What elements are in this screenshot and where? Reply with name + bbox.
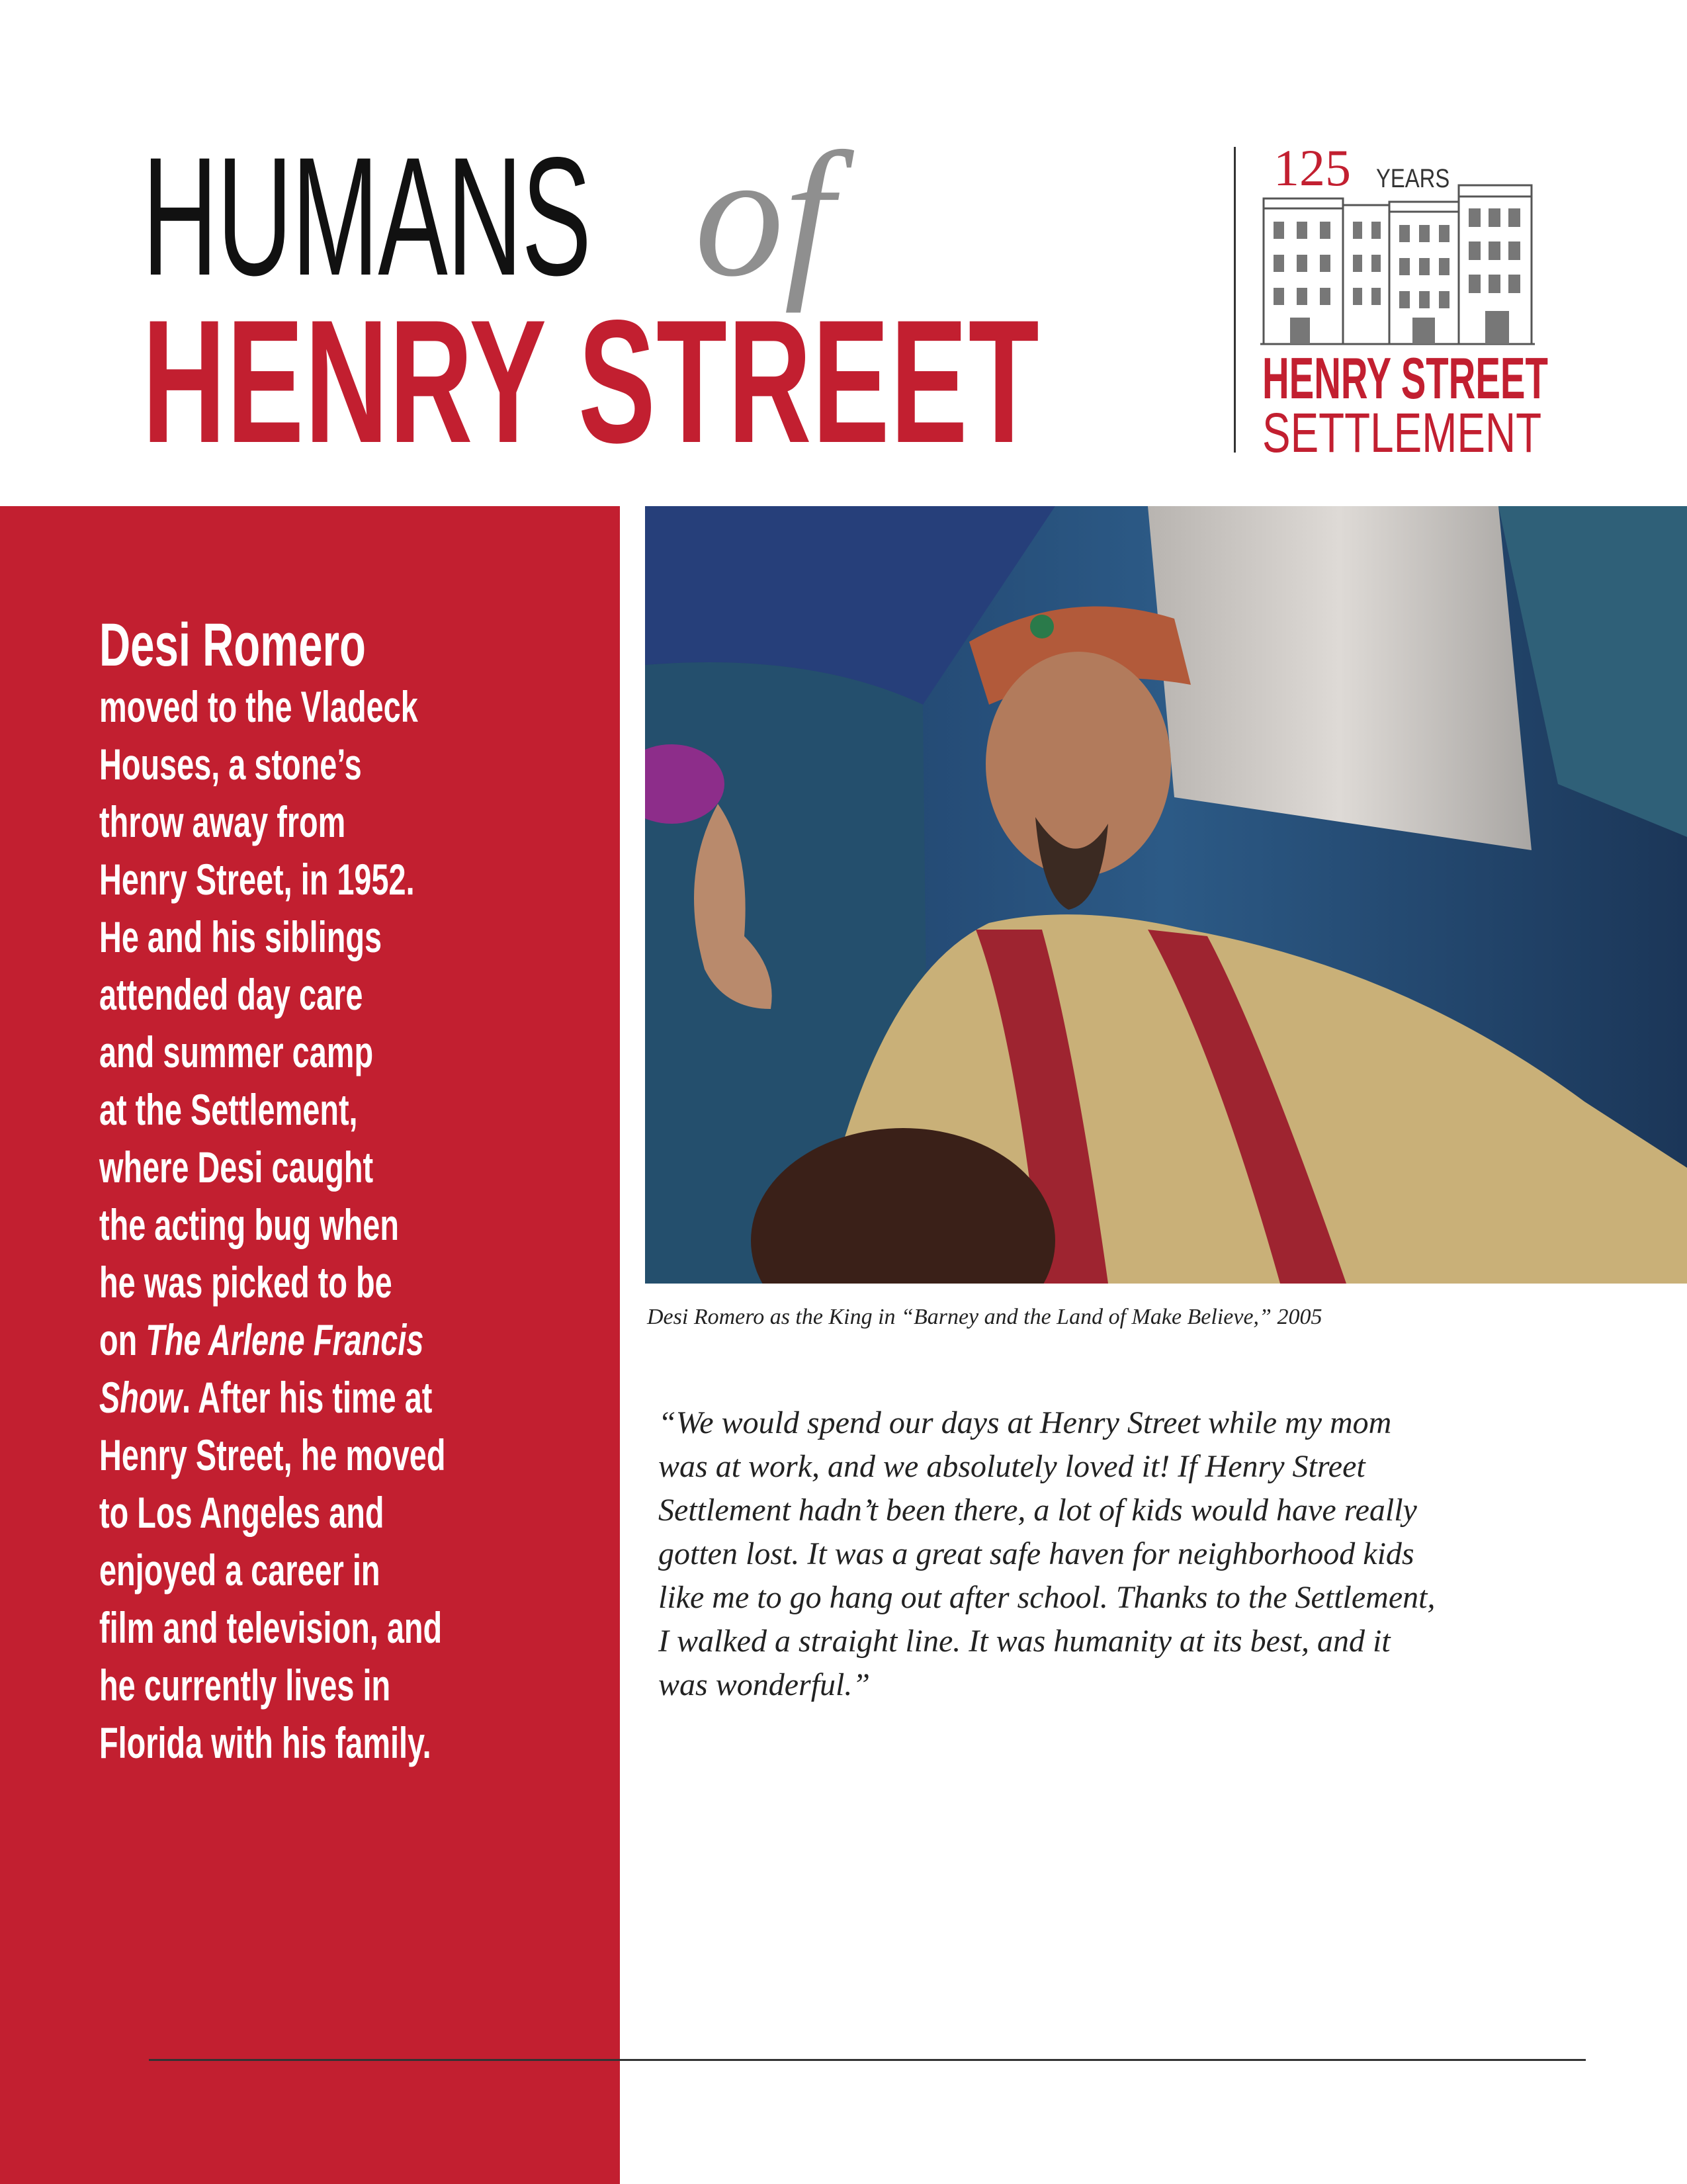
bio-name: Desi Romero — [99, 611, 366, 679]
logo-years: YEARS — [1376, 164, 1450, 193]
bio-after-show: . After his time at — [181, 1373, 433, 1422]
bio-line-show — [99, 1311, 663, 1369]
photo-desi-romero — [645, 506, 1687, 1284]
bio-line: enjoyed a career in — [99, 1546, 380, 1594]
quote-line: I walked a straight line. It was humanity at its best, and it — [658, 1624, 1391, 1659]
bio-text — [99, 612, 663, 1772]
quote-line: was wonderful.” — [658, 1667, 871, 1702]
quote — [658, 1401, 1584, 1707]
title-of: of — [695, 116, 834, 314]
bio-line: Florida with his family. — [99, 1718, 431, 1767]
bio-line: he currently lives in — [99, 1661, 391, 1710]
buildings-illustration-icon — [1260, 169, 1538, 347]
title-humans: HUMANS — [142, 122, 591, 311]
quote-line: “We would spend our days at Henry Street while my mom — [658, 1405, 1392, 1440]
bottom-rule — [149, 2059, 1586, 2061]
bio-line: at the Settlement, — [99, 1085, 358, 1134]
bio-line: Henry Street, in 1952. — [99, 855, 415, 904]
bio-line: where Desi caught — [99, 1143, 374, 1192]
quote-line: like me to go hang out after school. Thanks to the Settlement, — [658, 1580, 1436, 1615]
king-photo-illustration — [645, 506, 1687, 1284]
title-henry-street: HENRY STREET — [142, 284, 1040, 480]
photo-caption: Desi Romero as the King in “Barney and the Land of Make Believe,” 2005 — [647, 1305, 1322, 1329]
bio-line: he was picked to be — [99, 1258, 392, 1307]
bio-line: to Los Angeles and — [99, 1488, 384, 1537]
bio-line-show-end — [99, 1369, 663, 1426]
bio-line: Houses, a stone’s — [99, 740, 362, 789]
logo-125: 125 — [1274, 139, 1351, 197]
quote-line: gotten lost. It was a great safe haven for neighborhood kids — [658, 1536, 1414, 1571]
bio-on: on — [99, 1315, 138, 1364]
bio-line: attended day care — [99, 970, 363, 1019]
bio-line: the acting bug when — [99, 1200, 399, 1249]
show-title-part1: The Arlene Francis — [146, 1315, 424, 1364]
bio-line: and summer camp — [99, 1027, 374, 1076]
bio-line: throw away from — [99, 797, 346, 846]
show-title-part2: Show — [99, 1373, 182, 1422]
logo-henry-street: HENRY STREET — [1262, 345, 1548, 411]
bio-line: moved to the Vladeck — [99, 682, 418, 731]
quote-line: Settlement hadn’t been there, a lot of kids would have really — [658, 1493, 1417, 1528]
bio-line: Henry Street, he moved — [99, 1430, 446, 1479]
bio-line: He and his siblings — [99, 912, 382, 961]
quote-line: was at work, and we absolutely loved it! If Henry Street — [658, 1449, 1365, 1484]
logo-settlement: SETTLEMENT — [1262, 402, 1542, 464]
logo-divider — [1234, 147, 1236, 453]
bio-line: film and television, and — [99, 1603, 443, 1652]
